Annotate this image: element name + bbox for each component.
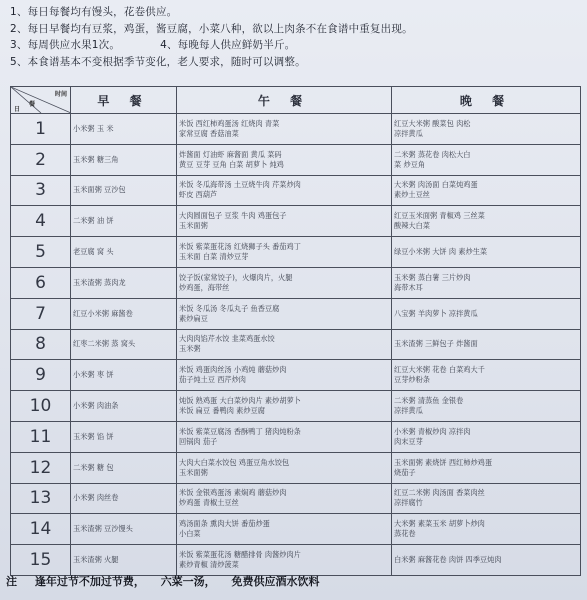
lunch-line: 茄子炖土豆 西芹炒肉 <box>179 375 246 385</box>
lunch-line: 家常豆腐 香菇油菜 <box>179 128 239 138</box>
lunch-line: 小白菜 <box>179 529 201 539</box>
rule-line <box>10 21 580 38</box>
rule-text: 5、本食谱基本不变根据季节变化，老人要求，随时可以调整。 <box>10 56 306 69</box>
day-number: 7 <box>11 298 71 329</box>
dinner-cell <box>392 329 581 360</box>
breakfast-cell: 玉米渣粥 火腿 <box>71 545 177 576</box>
dinner-cell <box>392 237 581 268</box>
dinner-line: 豆芽炒粉条 <box>394 375 430 385</box>
menu-table <box>10 86 581 576</box>
lunch-cell <box>177 391 392 422</box>
lunch-line: 米饭 冬瓜海带汤 土豆烧牛肉 芹菜炒肉 <box>179 180 301 190</box>
dinner-line: 酸辣大白菜 <box>394 221 430 231</box>
day-number: 8 <box>11 329 71 360</box>
table-row <box>11 175 581 206</box>
lunch-line: 素炒扁豆 <box>179 313 208 323</box>
dinner-line: 凉拌黄瓜 <box>394 406 423 416</box>
breakfast-cell: 二米粥 糖 包 <box>71 452 177 483</box>
lunch-line: 炸酱面 灯油虾 麻酱面 黄瓜 菜码 <box>179 149 282 159</box>
lunch-line: 炒鸡蛋，海带丝 <box>179 282 230 292</box>
menu-rules <box>10 4 580 70</box>
dinner-line: 玉米面粥 素烧饼 西红柿炒鸡蛋 <box>394 457 493 467</box>
rule-line <box>10 54 580 71</box>
corner-header <box>11 87 71 114</box>
breakfast-cell: 老豆腐 窝 头 <box>71 237 177 268</box>
dinner-line: 海带木耳 <box>394 282 423 292</box>
lunch-line: 炖饭 熟鸡蛋 大白菜炒肉片 素炒胡萝卜 <box>179 396 301 406</box>
lunch-cell <box>177 175 392 206</box>
table-row <box>11 237 581 268</box>
dinner-line: 肉末豆芽 <box>394 436 423 446</box>
day-number: 9 <box>11 360 71 391</box>
rule-line <box>10 37 580 54</box>
dinner-cell <box>392 206 581 237</box>
dinner-line: 二米粥 清蒸鱼 金银卷 <box>394 396 464 406</box>
lunch-line: 大肉肉馅芹水饺 韭菜鸡蛋水饺 <box>179 334 275 344</box>
rule-text: 1、每日每餐均有馒头，花卷供应。 <box>10 6 178 19</box>
dinner-line: 白米粥 麻酱花卷 肉饼 四季豆炖肉 <box>394 555 502 565</box>
rule-line <box>10 4 580 21</box>
day-number: 5 <box>11 237 71 268</box>
dinner-line: 绿豆小米粥 大饼 肉 素炒生菜 <box>394 247 488 257</box>
dinner-line: 二米粥 蒸花卷 肉松大白 <box>394 149 471 159</box>
lunch-line: 黄豆 豆芽 豆角 白菜 胡萝卜 炖鸡 <box>179 159 284 169</box>
dinner-line: 大米粥 肉汤面 白菜炖鸡蛋 <box>394 180 478 190</box>
header-breakfast: 早 餐 <box>71 87 177 114</box>
day-number: 15 <box>11 545 71 576</box>
breakfast-cell: 玉米面粥 豆沙包 <box>71 175 177 206</box>
dinner-line: 素炒土豆丝 <box>394 190 430 200</box>
dinner-cell <box>392 114 581 145</box>
rule-text: 4、每晚每人供应鲜奶半斤。 <box>160 39 296 52</box>
lunch-cell <box>177 329 392 360</box>
lunch-cell <box>177 206 392 237</box>
dinner-cell <box>392 483 581 514</box>
table-row <box>11 391 581 422</box>
day-number: 2 <box>11 144 71 175</box>
lunch-cell <box>177 114 392 145</box>
header-dinner: 晚 餐 <box>392 87 581 114</box>
lunch-line: 饺子饭(家常饺子)，火爆肉片，火腿 <box>179 272 293 282</box>
day-number: 3 <box>11 175 71 206</box>
dinner-line: 蒸花卷 <box>394 529 416 539</box>
breakfast-cell: 小米粥 玉 米 <box>71 114 177 145</box>
dinner-cell <box>392 391 581 422</box>
lunch-line: 米饭 紫菜豆腐汤 香酥鸭丁 猪肉炖粉条 <box>179 426 301 436</box>
lunch-line: 玉米面粥 <box>179 221 208 231</box>
dinner-line: 菜 炒豆角 <box>394 159 426 169</box>
dinner-line: 红豆玉米面粥 青椒鸡 三丝菜 <box>394 211 485 221</box>
dinner-cell <box>392 267 581 298</box>
lunch-line: 米饭 西红柿鸡蛋汤 红烧肉 青菜 <box>179 118 280 128</box>
lunch-line: 素炒青椒 清炒菠菜 <box>179 560 239 570</box>
day-number: 13 <box>11 483 71 514</box>
dinner-line: 凉拌腐竹 <box>394 498 423 508</box>
dinner-line: 小米粥 青椒炒肉 凉拌肉 <box>394 426 471 436</box>
breakfast-cell: 二米粥 油 饼 <box>71 206 177 237</box>
footer-text-b: 六菜一汤， <box>160 575 216 588</box>
lunch-cell <box>177 267 392 298</box>
dinner-cell <box>392 175 581 206</box>
footer-lead: 注 <box>6 575 17 588</box>
breakfast-cell: 小米粥 枣 饼 <box>71 360 177 391</box>
lunch-line: 米饭 鸡蛋肉丝汤 小鸡炖 蘑菇炒肉 <box>179 365 287 375</box>
lunch-cell <box>177 144 392 175</box>
lunch-line: 米饭 扁豆 番鸭肉 素炒豆腐 <box>179 406 265 416</box>
lunch-line: 米饭 金银鸡蛋汤 素焖鸡 蘑菇炒肉 <box>179 488 287 498</box>
corner-label-meal: 餐 <box>29 101 36 108</box>
lunch-line: 玉米粥 <box>179 344 201 354</box>
dinner-line: 红豆二米粥 肉汤面 香菜肉丝 <box>394 488 485 498</box>
lunch-cell <box>177 452 392 483</box>
dinner-cell <box>392 545 581 576</box>
day-number: 10 <box>11 391 71 422</box>
lunch-line: 鸡汤面条 熏肉大饼 番茄炒蛋 <box>179 519 270 529</box>
dinner-line: 大米粥 素菜玉米 胡萝卜炒肉 <box>394 519 485 529</box>
breakfast-cell: 小米粥 肉丝卷 <box>71 483 177 514</box>
breakfast-cell: 红枣二米粥 蒸 窝头 <box>71 329 177 360</box>
table-row <box>11 421 581 452</box>
lunch-cell <box>177 360 392 391</box>
rule-text: 3、每周供应水果1次。 <box>10 39 121 52</box>
lunch-cell <box>177 421 392 452</box>
dinner-line: 红豆大米粥 酸菜包 肉松 <box>394 118 471 128</box>
lunch-line: 回锅肉 茄子 <box>179 436 218 446</box>
lunch-line: 米饭 冬瓜汤 冬瓜丸子 鱼香豆腐 <box>179 303 280 313</box>
lunch-cell <box>177 298 392 329</box>
footer-text-c: 免费供应酒水饮料 <box>231 575 320 588</box>
footer-note <box>6 573 576 589</box>
header-lunch: 午 餐 <box>177 87 392 114</box>
lunch-line: 米饭 紫菜蛋花汤 糖醋排骨 肉酱炒肉片 <box>179 550 301 560</box>
dinner-line: 八宝粥 羊肉萝卜 凉拌黄瓜 <box>394 308 478 318</box>
lunch-line: 炒鸡蛋 青椒土豆丝 <box>179 498 239 508</box>
breakfast-cell: 玉米粥 糖三角 <box>71 144 177 175</box>
table-row <box>11 360 581 391</box>
dinner-line: 红豆大米粥 花卷 白菜鸡大千 <box>394 365 485 375</box>
dinner-line: 玉米粥 蒸白薯 三片炒肉 <box>394 272 471 282</box>
dinner-line: 玉米渣粥 三鲜包子 炸酱面 <box>394 339 478 349</box>
dinner-cell <box>392 360 581 391</box>
breakfast-cell: 红豆小米粥 麻酱卷 <box>71 298 177 329</box>
day-number: 14 <box>11 514 71 545</box>
table-row <box>11 144 581 175</box>
table-row <box>11 329 581 360</box>
corner-label-time: 时间 <box>54 91 67 98</box>
lunch-cell <box>177 483 392 514</box>
table-row <box>11 514 581 545</box>
lunch-line: 虾皮 西葫芦 <box>179 190 218 200</box>
day-number: 1 <box>11 114 71 145</box>
lunch-cell <box>177 237 392 268</box>
day-number: 6 <box>11 267 71 298</box>
rule-text: 2、每日早餐均有豆浆，鸡蛋，酱豆腐，小菜八种，欲以上肉条不在食谱中重复出现。 <box>10 22 413 35</box>
lunch-line: 米饭 紫菜蛋花汤 红烧狮子头 番茄鸡丁 <box>179 242 301 252</box>
day-number: 12 <box>11 452 71 483</box>
menu-body <box>11 114 581 576</box>
dinner-line: 烧茄子 <box>394 467 416 477</box>
dinner-cell <box>392 421 581 452</box>
table-row <box>11 298 581 329</box>
breakfast-cell: 玉米渣粥 豆沙馒头 <box>71 514 177 545</box>
lunch-line: 玉米面粥 <box>179 467 208 477</box>
breakfast-cell: 小米粥 肉油条 <box>71 391 177 422</box>
lunch-line: 大肉大白菜水饺包 鸡蛋豆角水饺包 <box>179 457 290 467</box>
day-number: 11 <box>11 421 71 452</box>
day-number: 4 <box>11 206 71 237</box>
table-row <box>11 267 581 298</box>
dinner-cell <box>392 144 581 175</box>
corner-label-day: 日 <box>14 106 21 113</box>
lunch-cell <box>177 514 392 545</box>
table-header-row <box>11 87 581 114</box>
dinner-cell <box>392 514 581 545</box>
table-row <box>11 114 581 145</box>
table-row <box>11 545 581 576</box>
table-row <box>11 206 581 237</box>
dinner-cell <box>392 298 581 329</box>
table-row <box>11 483 581 514</box>
lunch-line: 大肉圆面包子 豆浆 牛肉 鸡蛋包子 <box>179 211 287 221</box>
lunch-line: 玉米面 白菜 清炒豆芽 <box>179 252 249 262</box>
table-row <box>11 452 581 483</box>
lunch-cell <box>177 545 392 576</box>
breakfast-cell: 玉米渣粥 蒸肉龙 <box>71 267 177 298</box>
footer-text-a: 逢年过节不加过节费， <box>34 575 145 588</box>
dinner-line: 凉拌黄瓜 <box>394 128 423 138</box>
breakfast-cell: 玉米粥 馅 饼 <box>71 421 177 452</box>
dinner-cell <box>392 452 581 483</box>
